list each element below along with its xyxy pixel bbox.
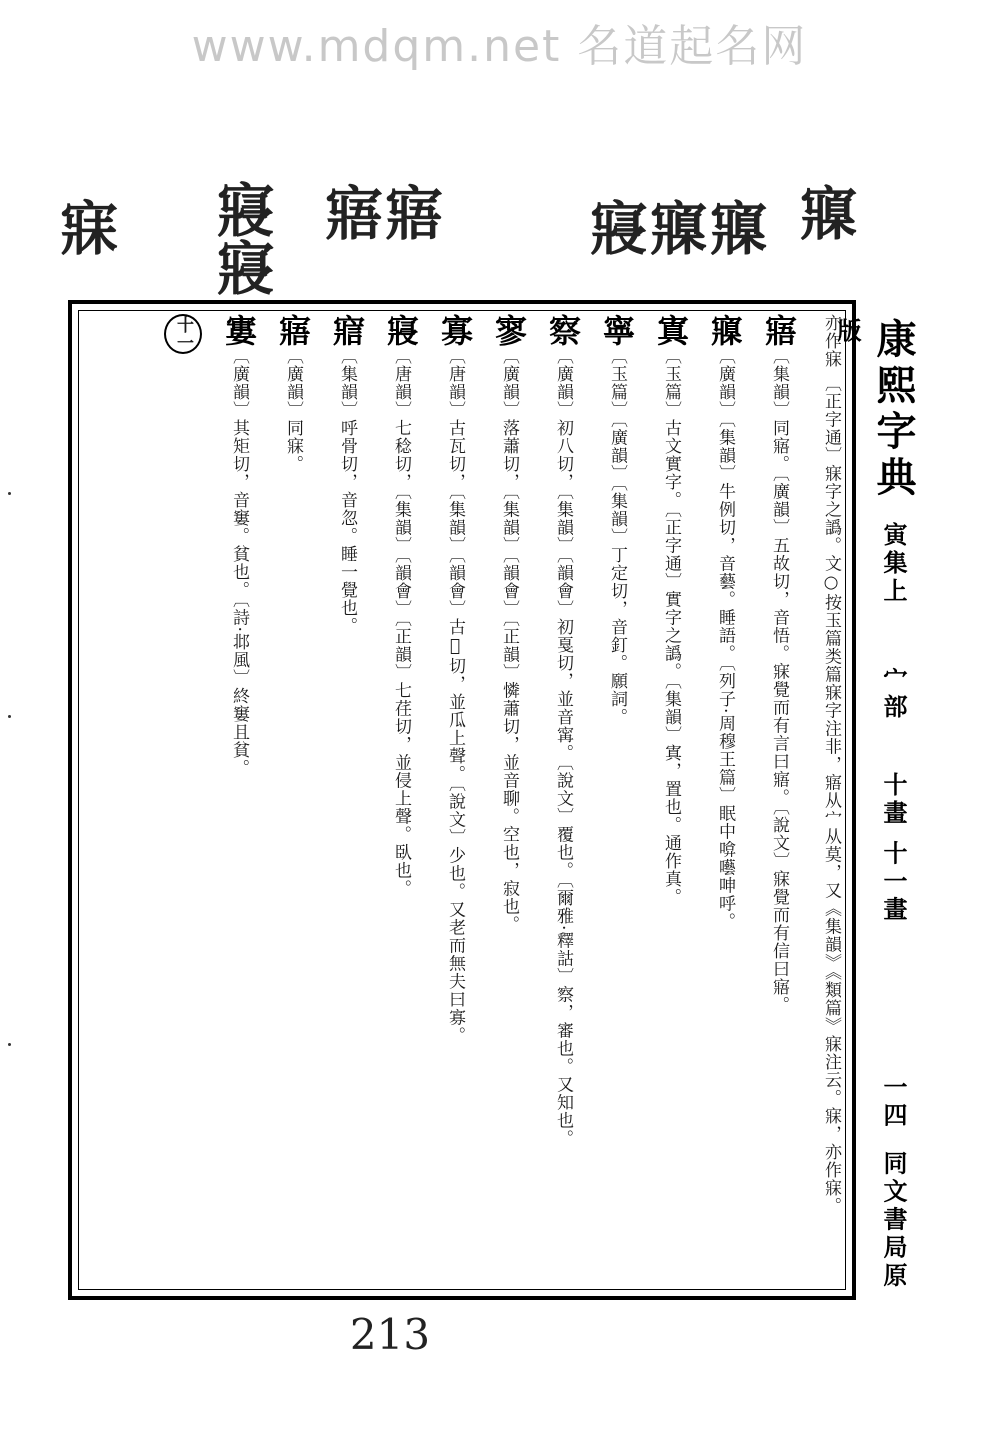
dictionary-page-frame (68, 300, 856, 1300)
entry-headword: 寣 (328, 314, 366, 347)
entry-column (814, 314, 848, 1282)
entry-text: 〔玉篇〕〔廣韻〕〔集韻〕丁定切，音釘。願詞。 (607, 347, 627, 726)
seal-glyph: 寢 (206, 238, 275, 296)
stroke-range-label: 十畫 十一畫 (879, 772, 908, 925)
seal-glyph: 寱 (710, 195, 769, 263)
entry-column (492, 314, 526, 1282)
entry-text: 〔廣韻〕初八切，〔集韻〕〔韻會〕初戛切，並音𡩋。〔說文〕覆也。〔爾雅·釋詁〕察，審也。又知也。 (553, 347, 573, 1148)
entry-headword: 寡 (436, 314, 474, 347)
leaf-number: 一四 (879, 1074, 908, 1131)
entry-column (654, 314, 688, 1282)
page-number: 213 (349, 1310, 431, 1359)
seal-script-row (60, 180, 880, 300)
seal-glyph: 寤 (325, 180, 384, 248)
entry-text: 〔廣韻〕〔集韻〕牛例切，音藝。睡語。〔列子·周穆王篇〕眠中啽囈呻呼。 (715, 347, 735, 931)
seal-glyph: 寢 (590, 195, 649, 263)
entry-column (384, 314, 418, 1282)
entry-text: 亦作寐 〔正字通〕寐字之譌。文○按玉篇类篇寐字注非，寤从宀从莫，又《集韻》《類篇》寐注云。寐，亦作寐。 (821, 314, 841, 1215)
entry-text: 〔集韻〕呼骨切，音忽。睡一覺也。 (337, 347, 357, 635)
book-title: 康熙字典 (870, 318, 917, 502)
circled-stroke-number: 十一 (164, 314, 202, 354)
seal-glyph (206, 180, 275, 296)
seal-glyph: 寱 (650, 195, 709, 263)
radical-label: 宀部 (879, 666, 908, 722)
entry-column (546, 314, 580, 1282)
entry-headword: 寱 (706, 314, 744, 347)
entry-text: 〔玉篇〕古文實字。〔正字通〕實字之譌。〔集韻〕寘，置也。通作真。 (661, 347, 681, 906)
entry-column (330, 314, 364, 1282)
entry-headword: 寘 (652, 314, 690, 347)
entry-text: 〔廣韻〕同寐。 (283, 347, 303, 473)
entry-text: 〔集韻〕同寤。〔廣韻〕五故切，音悟。寐覺而有言曰寤。〔說文〕寐覺而有信曰寤。 (769, 347, 789, 1014)
volume-label: 寅集上 (879, 522, 908, 606)
entry-headword: 寤 (760, 314, 798, 347)
entry-headword: 寥 (490, 314, 528, 347)
entry-column (708, 314, 742, 1282)
entry-text: 〔廣韻〕其矩切，音窶。貧也。〔詩·邶風〕終窶且貧。 (229, 347, 249, 777)
entry-text: 〔唐韻〕七稔切，〔集韻〕〔韻會〕〔正韻〕七荏切，並侵上聲。臥也。 (391, 347, 411, 898)
entry-headword: 寢 (382, 314, 420, 347)
stroke-count-column (168, 314, 202, 1282)
entry-headword: 寠 (220, 314, 258, 347)
scan-speck (8, 1043, 11, 1046)
publisher-label: 同文書局原版 (833, 318, 908, 1291)
entry-column (276, 314, 310, 1282)
seal-glyph: 寢 (206, 180, 275, 238)
entry-headword: 寧 (598, 314, 636, 347)
entry-column (438, 314, 472, 1282)
scan-speck (8, 492, 11, 495)
seal-glyph: 寐 (60, 195, 119, 263)
scan-speck (8, 715, 11, 718)
entry-text: 〔唐韻〕古瓦切，〔集韻〕〔韻會〕古𤓰切，並瓜上聲。〔說文〕少也。又老而無夫曰寡。 (445, 347, 465, 1045)
entry-headword: 寤 (274, 314, 312, 347)
entry-text: 〔廣韻〕落蕭切，〔集韻〕〔韻會〕〔正韻〕憐蕭切，並音聊。空也，寂也。 (499, 347, 519, 934)
site-watermark: www.mdqm.net 名道起名网 (191, 21, 808, 72)
entry-column (222, 314, 256, 1282)
entry-column (762, 314, 796, 1282)
seal-glyph: 寱 (800, 180, 859, 248)
entry-column (600, 314, 634, 1282)
seal-glyph: 寤 (385, 180, 444, 248)
margin-header (833, 318, 922, 1318)
entry-headword: 察 (544, 314, 582, 347)
